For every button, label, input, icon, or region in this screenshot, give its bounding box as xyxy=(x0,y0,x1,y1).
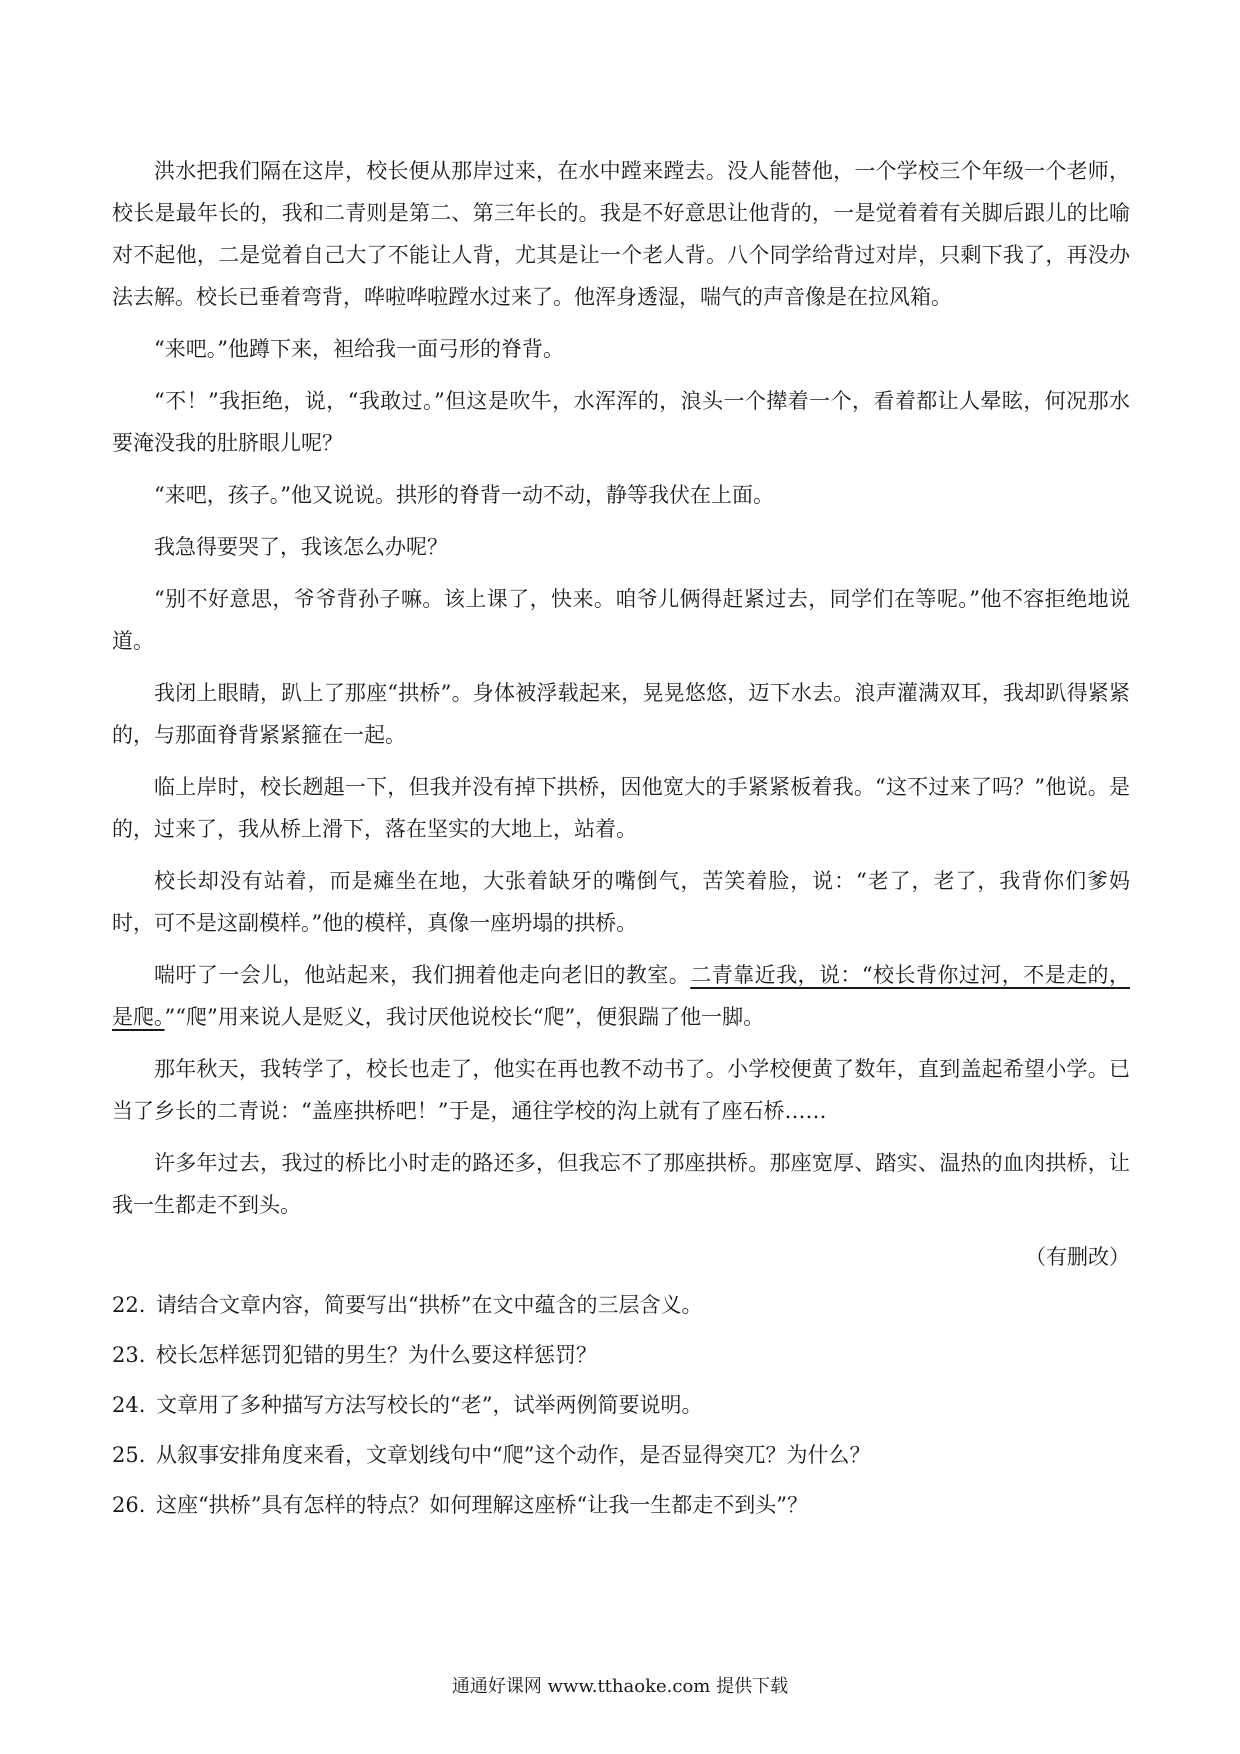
paragraph: 洪水把我们隔在这岸，校长便从那岸过来，在水中蹚来蹚去。没人能替他，一个学校三个年级一个老师，校长是最年长的，我和二青则是第二、第三年长的。我是不好意思让他背的，一是觉着着有关脚后跟儿的比喻对不起他，二是觉着自己大了不能让人背，尤其是让一个老人背。八个同学给背过对岸，只剩下我了，再没办法去解。校长已垂着弯背，哗啦哗啦蹚水过来了。他浑身透湿，喘气的声音像是在拉风箱。 xyxy=(112,159,1130,309)
paragraph: 我闭上眼睛，趴上了那座“拱桥”。身体被浮载起来，晃晃悠悠，迈下水去。浪声灌满双耳，我却趴得紧紧的，与那面脊背紧紧箍在一起。 xyxy=(112,681,1130,747)
paragraph-text: ”“爬”用来说人是贬义，我讨厌他说校长“爬”，便狠踹了他一脚。 xyxy=(164,1005,765,1029)
paragraph-with-underline xyxy=(112,954,1130,1038)
question-number: 24. xyxy=(112,1393,146,1417)
question-text: 这座“拱桥”具有怎样的特点？如何理解这座桥“让我一生都走不到头”？ xyxy=(156,1493,808,1517)
question-number: 23. xyxy=(112,1343,146,1367)
paragraph: 许多年过去，我过的桥比小时走的路还多，但我忘不了那座拱桥。那座宽厚、踏实、温热的血肉拱桥，让我一生都走不到头。 xyxy=(112,1151,1130,1217)
question-number: 26. xyxy=(112,1493,146,1517)
paragraph: “别不好意思，爷爷背孙子嘛。该上课了，快来。咱爷儿俩得赶紧过去，同学们在等呢。”他不容拒绝地说道。 xyxy=(112,587,1130,653)
question-number: 25. xyxy=(112,1443,146,1467)
paragraph: 校长却没有站着，而是瘫坐在地，大张着缺牙的嘴倒气，苦笑着脸，说：“老了，老了，我背你们爹妈时，可不是这副模样。”他的模样，真像一座坍塌的拱桥。 xyxy=(112,869,1130,935)
paragraph: “来吧。”他蹲下来，袒给我一面弓形的脊背。 xyxy=(154,337,564,361)
paragraph: “不！”我拒绝，说，“我敢过。”但这是吹牛，水浑浑的，浪头一个撵着一个，看着都让人晕眩，何况那水要淹没我的肚脐眼儿呢？ xyxy=(112,389,1130,455)
page-footer: 通通好课网 www.tthaoke.com 提供下载 xyxy=(451,1676,789,1697)
paragraph: 那年秋天，我转学了，校长也走了，他实在再也教不动书了。小学校便黄了数年，直到盖起希望小学。已当了乡长的二青说：“盖座拱桥吧！”于是，通往学校的沟上就有了座石桥…… xyxy=(112,1057,1130,1123)
question-text: 请结合文章内容，简要写出“拱桥”在文中蕴含的三层含义。 xyxy=(156,1293,703,1317)
question-item xyxy=(112,1284,1130,1326)
question-item xyxy=(112,1484,1130,1526)
paragraph: 临上岸时，校长趔趄一下，但我并没有掉下拱桥，因他宽大的手紧紧板着我。“这不过来了吗？”他说。是的，过来了，我从桥上滑下，落在坚实的大地上，站着。 xyxy=(112,775,1130,841)
question-text: 从叙事安排角度来看，文章划线句中“爬”这个动作，是否显得突兀？为什么？ xyxy=(156,1443,871,1467)
paragraph: 我急得要哭了，我该怎么办呢？ xyxy=(154,535,448,559)
edit-note: （有删改） xyxy=(1025,1245,1130,1269)
underlined-sentence: 二青靠近我，说：“校长背你过河，不是走的，是爬。 xyxy=(112,963,1131,1029)
paragraph-text: 喘吁了一会儿，他站起来，我们拥着他走向老旧的教室。 xyxy=(154,963,691,987)
question-item xyxy=(112,1434,1130,1476)
question-text: 校长怎样惩罚犯错的男生？为什么要这样惩罚？ xyxy=(156,1343,597,1367)
question-number: 22. xyxy=(112,1293,146,1317)
story-text xyxy=(112,150,1130,1534)
paragraph: “来吧，孩子。”他又说说。拱形的脊背一动不动，静等我伏在上面。 xyxy=(154,483,774,507)
question-text: 文章用了多种描写方法写校长的“老”，试举两例简要说明。 xyxy=(156,1393,703,1417)
question-item xyxy=(112,1334,1130,1376)
question-item xyxy=(112,1384,1130,1426)
question-list xyxy=(112,1284,1130,1526)
